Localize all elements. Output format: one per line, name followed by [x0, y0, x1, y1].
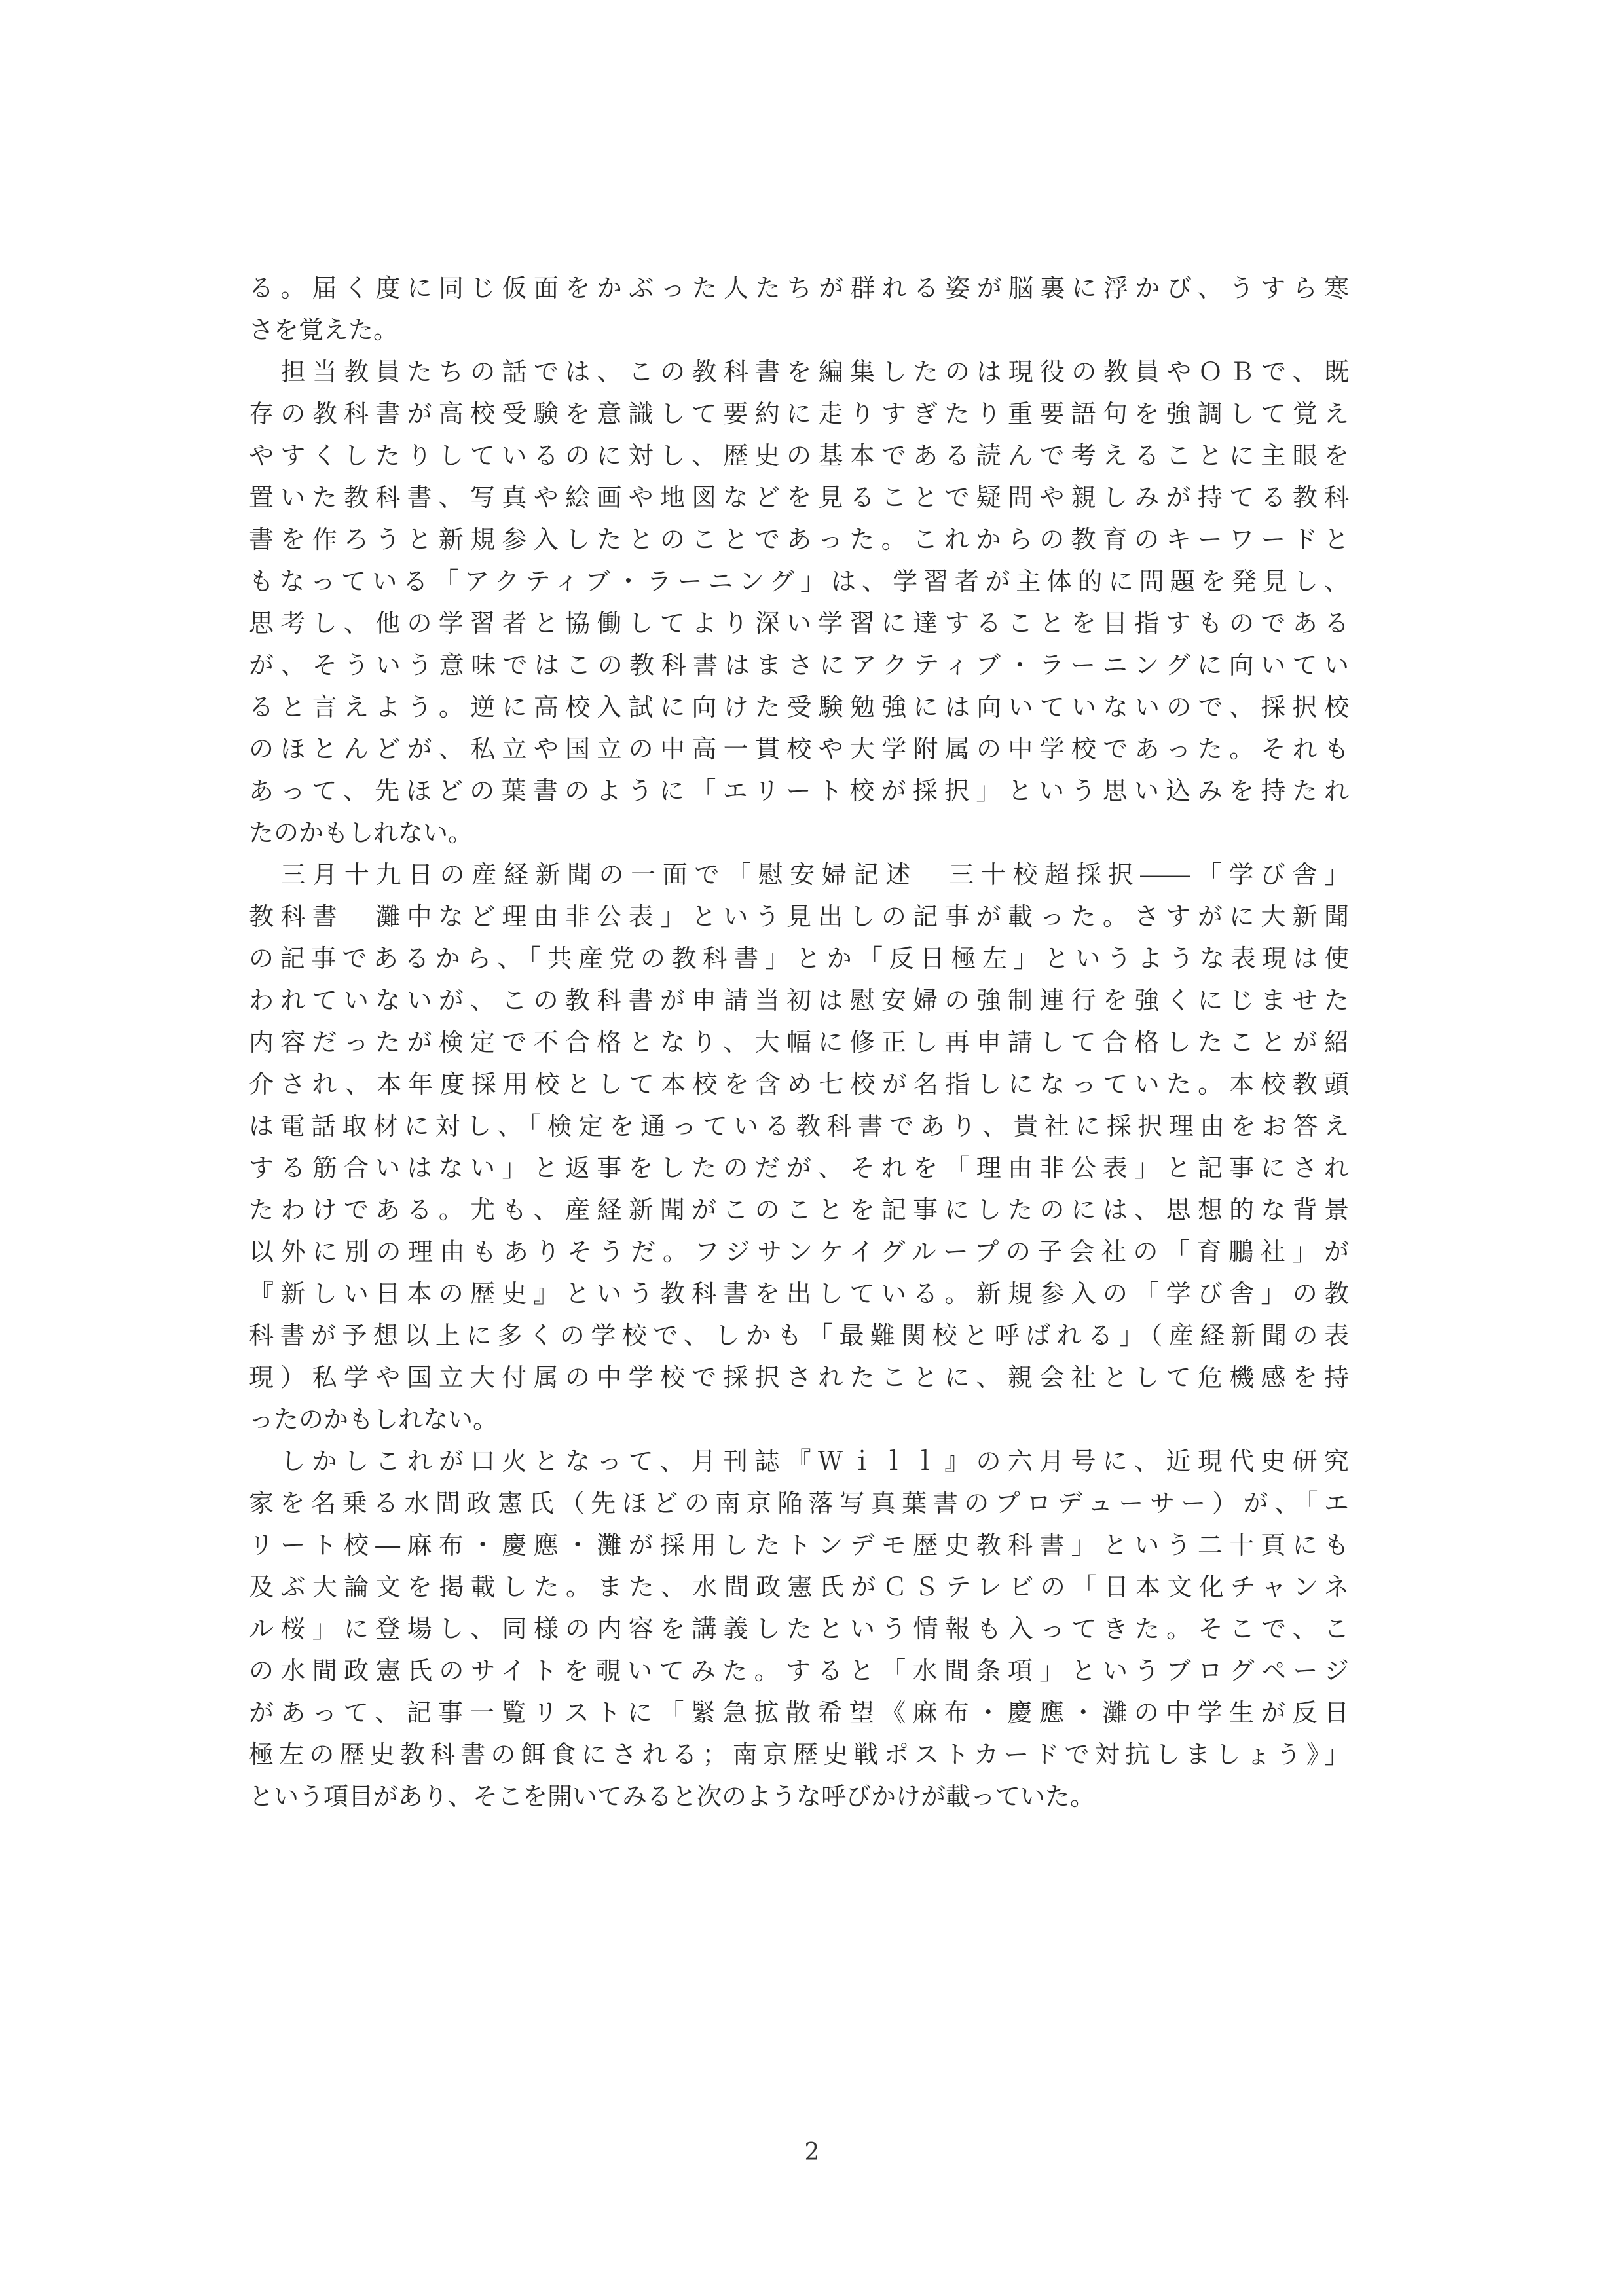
text-line: の記事であるから、「共産党の教科書」とか「反日極左」というような表現は使 — [249, 944, 1349, 973]
text-line: のほとんどが、私立や国立の中高一貫校や大学附属の中学校であった。それも — [249, 735, 1349, 763]
text-line: あって、先ほどの葉書のように「エリート校が採択」という思い込みを持たれ — [249, 776, 1349, 805]
text-line: しかしこれが口火となって、月刊誌『Ｗｉｌｌ』の六月号に、近現代史研究 — [249, 1447, 1349, 1476]
text-line: ル桜」に登場し、同様の内容を講義したという情報も入ってきた。そこで、こ — [249, 1614, 1349, 1643]
text-line: る。届く度に同じ仮面をかぶった人たちが群れる姿が脳裏に浮かび、うすら寒 — [249, 274, 1349, 302]
text-line: 書を作ろうと新規参入したとのことであった。これからの教育のキーワードと — [249, 525, 1349, 554]
page-body — [249, 267, 1349, 1817]
text-line: があって、記事一覧リストに「緊急拡散希望《麻布・慶應・灘の中学生が反日 — [249, 1698, 1349, 1727]
text-line: 三月十九日の産経新聞の一面で「慰安婦記述 三十校超採択――「学び舎」 — [249, 860, 1349, 889]
text-line: 家を名乗る水間政憲氏（先ほどの南京陥落写真葉書のプロデューサー）が、「エ — [249, 1489, 1349, 1518]
text-line: 思考し、他の学習者と協働してより深い学習に達することを目指すものである — [249, 609, 1349, 638]
text-line: 教科書 灘中など理由非公表」という見出しの記事が載った。さすがに大新聞 — [249, 902, 1349, 931]
text-line: ったのかもしれない。 — [249, 1405, 498, 1434]
text-line: の水間政憲氏のサイトを覗いてみた。すると「水間条項」というブログページ — [249, 1656, 1349, 1685]
text-line: 極左の歴史教科書の餌食にされる；南京歴史戦ポストカードで対抗しましょう》」 — [249, 1740, 1349, 1769]
text-line: 及ぶ大論文を掲載した。また、水間政憲氏がＣＳテレビの「日本文化チャンネ — [249, 1573, 1349, 1601]
text-line: 介され、本年度採用校として本校を含め七校が名指しになっていた。本校教頭 — [249, 1070, 1349, 1099]
text-line: たのかもしれない。 — [249, 818, 473, 847]
text-line: 内容だったが検定で不合格となり、大幅に修正し再申請して合格したことが紹 — [249, 1028, 1349, 1057]
page-number: 2 — [804, 2139, 820, 2166]
text-line: たわけである。尤も、産経新聞がこのことを記事にしたのには、思想的な背景 — [249, 1195, 1349, 1224]
text-line: は電話取材に対し、「検定を通っている教科書であり、貴社に採択理由をお答え — [249, 1112, 1349, 1140]
text-line: われていないが、この教科書が申請当初は慰安婦の強制連行を強くにじませた — [249, 986, 1349, 1015]
text-line: が、そういう意味ではこの教科書はまさにアクティブ・ラーニングに向いてい — [249, 651, 1349, 680]
text-line: 以外に別の理由もありそうだ。フジサンケイグループの子会社の「育鵬社」が — [249, 1237, 1349, 1266]
text-line: もなっている「アクティブ・ラーニング」は、学習者が主体的に問題を発見し、 — [249, 567, 1349, 596]
text-line: という項目があり、そこを開いてみると次のような呼びかけが載っていた。 — [249, 1782, 1096, 1811]
text-line: 『新しい日本の歴史』という教科書を出している。新規参入の「学び舎」の教 — [249, 1279, 1349, 1308]
text-line: リート校―麻布・慶應・灘が採用したトンデモ歴史教科書」という二十頁にも — [249, 1531, 1349, 1559]
text-line: やすくしたりしているのに対し、歴史の基本である読んで考えることに主眼を — [249, 441, 1349, 470]
text-line: さを覚えた。 — [249, 316, 399, 344]
text-line: 置いた教科書、写真や絵画や地図などを見ることで疑問や親しみが持てる教科 — [249, 483, 1349, 512]
text-line: 科書が予想以上に多くの学校で、しかも「最難関校と呼ばれる」（産経新聞の表 — [249, 1321, 1349, 1350]
text-line: する筋合いはない」と返事をしたのだが、それを「理由非公表」と記事にされ — [249, 1154, 1349, 1182]
text-line: ると言えよう。逆に高校入試に向けた受験勉強には向いていないので、採択校 — [249, 693, 1349, 721]
text-line: 担当教員たちの話では、この教科書を編集したのは現役の教員やＯＢで、既 — [249, 357, 1349, 386]
text-line: 存の教科書が高校受験を意識して要約に走りすぎたり重要語句を強調して覚え — [249, 399, 1349, 428]
text-line: 現）私学や国立大付属の中学校で採択されたことに、親会社として危機感を持 — [249, 1363, 1349, 1392]
